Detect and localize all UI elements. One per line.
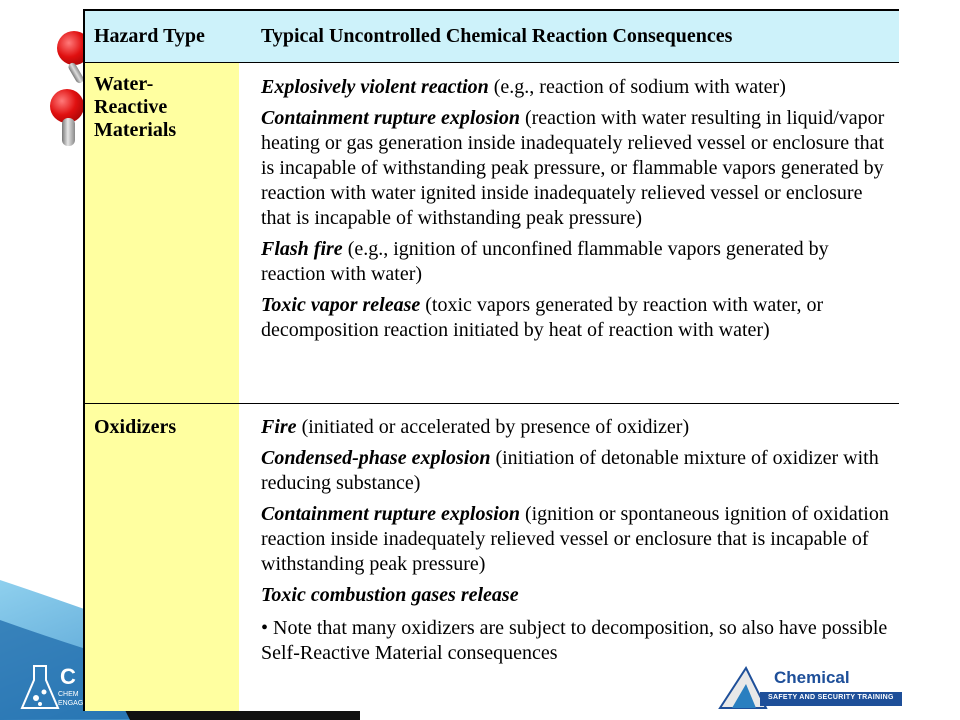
hazard-table (83, 9, 899, 711)
consequence-entry: Containment rupture explosion (ignition or spontaneous ignition of oxidation reaction inside inadequately relieved vessel or enclosure that is incapable of withstanding peak pressure) (261, 503, 889, 575)
consequence-entry: Toxic vapor release (toxic vapors generated by reaction with water, or decomposition reaction initiated by heat of reaction with water) (261, 294, 824, 341)
badge-subtitle: SAFETY AND SECURITY TRAINING (768, 694, 894, 701)
left-logo-letter: C (60, 664, 76, 689)
consequences-oxidizers (261, 415, 891, 666)
header-consequences: Typical Uncontrolled Chemical Reaction Consequences (261, 25, 733, 47)
header-hazard-type: Hazard Type (94, 25, 205, 47)
consequence-entry: Explosively violent reaction (e.g., reaction of sodium with water) (261, 76, 786, 98)
consequence-entry: Containment rupture explosion (reaction with water resulting in liquid/vapor heating or gas generation inside inadequately relieved vessel or enclosure that is incapable of withstanding peak pressure, or flammable vapors generated by reaction with water ignited inside inadequately relieved vessel or enclosure that is incapable of withstanding peak pressure) (261, 107, 885, 229)
label-cell-oxidizers (85, 404, 239, 711)
consequences-water-reactive (261, 75, 891, 349)
consequence-entry: Flash fire (e.g., ignition of unconfined flammable vapors generated by reaction with water) (261, 238, 829, 285)
row-divider (85, 403, 899, 404)
oxidizer-note: • Note that many oxidizers are subject to decomposition, so also have possible Self-Reactive Material consequences (261, 617, 888, 664)
consequence-entry: Toxic combustion gases release (261, 584, 519, 606)
left-logo-caption: CHEM ENGAG (58, 691, 84, 707)
row-label-oxidizers: Oxidizers (94, 416, 177, 438)
consequence-entry: Fire (initiated or accelerated by presence of oxidizer) (261, 416, 690, 438)
molecule-bond-icon (62, 118, 75, 146)
row-label-water-reactive: Water- Reactive Materials (94, 73, 177, 141)
badge-title: Chemical (774, 668, 850, 687)
table-header (85, 11, 899, 63)
consequence-entry: Condensed-phase explosion (initiation of detonable mixture of oxidizer with reducing substance) (261, 447, 879, 494)
